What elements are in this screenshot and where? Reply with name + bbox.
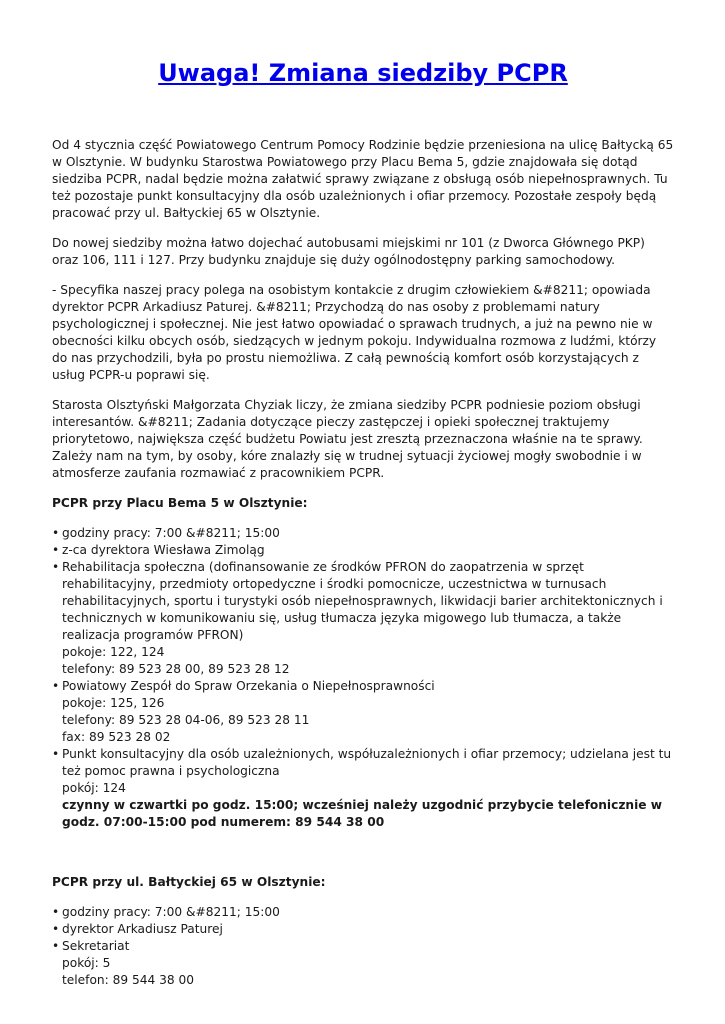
section-heading-baltycka: PCPR przy ul. Bałtyckiej 65 w Olsztynie:	[52, 875, 326, 889]
consultation-hours-note: czynny w czwartki po godz. 15:00; wcześniej należy uzgodnić przybycie telefonicznie w godz. 07:00-15:00 pod numerem: 89 544 38 00	[62, 798, 663, 829]
list-bema	[52, 525, 674, 831]
spacer	[52, 844, 674, 874]
paragraph-starosta-quote: Starosta Olsztyński Małgorzata Chyziak liczy, że zmiana siedziby PCPR podniesie poziom obsługi interesantów. &#8211; Zadania dotyczące pieczy zastępczej i opieki społecznej traktujemy priorytetowo, największa część budżetu Powiatu jest zresztą przeznaczona właśnie na te sprawy. Zależy nam na tym, by osoby, kóre znalazły się w trudnej sytuacji życiowej mogły swobodnie i w atmosferze zaufania rozmawiać z pracownikiem PCPR.	[52, 398, 643, 480]
paragraph-director-quote: - Specyfika naszej pracy polega na osobistym kontakcie z drugim człowiekiem &#8211; opowiada dyrektor PCPR Arkadiusz Paturej. &#8211; Przychodzą do nas osoby z problemami natury psychologicznej i społecznej. Nie jest łatwo opowiadać o sprawach trudnych, a już na pewno nie w obecności kilku obcych osób, siedzących w jednym pokoju. Indywidualna rozmowa z ludźmi, którzy do nas przychodzili, była po prostu niemożliwa. Z całą pewnością komfort osób korzystających z usług PCPR-u poprawi się.	[52, 283, 657, 382]
paragraph-transport: Do nowej siedziby można łatwo dojechać autobusami miejskimi nr 101 (z Dworca Głównego PKP) oraz 106, 111 i 127. Przy budynku znajduje się duży ogólnodostępny parking samochodowy.	[52, 236, 645, 267]
page-title	[52, 58, 674, 88]
list-item: • godziny pracy: 7:00 &#8211; 15:00	[62, 525, 674, 542]
paragraph-intro: Od 4 stycznia część Powiatowego Centrum Pomocy Rodzinie będzie przeniesiona na ulicę Bałtycką 65 w Olsztynie. W budynku Starostwa Powiatowego przy Placu Bema 5, gdzie znajdowała się dotąd siedziba PCPR, nadal będzie można załatwić sprawy związane z obsługą osób niepełnosprawnych. Tu też pozostaje punkt konsultacyjny dla osób uzależnionych i ofiar przemocy. Pozostałe zespoły będą pracować przy ul. Bałtyckiej 65 w Olsztynie.	[52, 138, 674, 220]
list-item: • Powiatowy Zespół do Spraw Orzekania o Niepełnosprawności pokoje: 125, 126 telefony: 89 523 28 04-06, 89 523 28 11 fax: 89 523 28 02	[62, 678, 674, 746]
list-item: • Sekretariat pokój: 5 telefon: 89 544 38 00	[62, 938, 674, 989]
title-link[interactable]: Uwaga! Zmiana siedziby PCPR	[158, 59, 568, 87]
list-item: • Punkt konsultacyjny dla osób uzależnionych, współuzależnionych i ofiar przemocy; udzielana jest tu też pomoc prawna i psychologiczna pokój: 124 czynny w czwartki po godz. 15:00; wcześniej należy uzgodnić przybycie telefonicznie w godz. 07:00-15:00 pod numerem: 89 544 38 00	[62, 746, 674, 831]
list-item: • dyrektor Arkadiusz Paturej	[62, 921, 674, 938]
section-heading-bema: PCPR przy Placu Bema 5 w Olsztynie:	[52, 496, 308, 510]
list-item: • Rehabilitacja społeczna (dofinansowanie ze środków PFRON do zaopatrzenia w sprzęt rehabilitacyjny, przedmioty ortopedyczne i środki pomocnicze, uczestnictwa w turnusach rehabilitacyjnych, sportu i turystyki osób niepełnosprawnych, likwidacji barier architektonicznych i technicznych w komunikowaniu się, usług tłumacza języka migowego lub tłumacza, a także realizacja programów PFRON) pokoje: 122, 124 telefony: 89 523 28 00, 89 523 28 12	[62, 559, 674, 678]
list-item: • godziny pracy: 7:00 &#8211; 15:00	[62, 904, 674, 921]
article-body	[52, 137, 674, 1002]
list-item: • z-ca dyrektora Wiesława Zimoląg	[62, 542, 674, 559]
list-baltycka	[52, 904, 674, 989]
